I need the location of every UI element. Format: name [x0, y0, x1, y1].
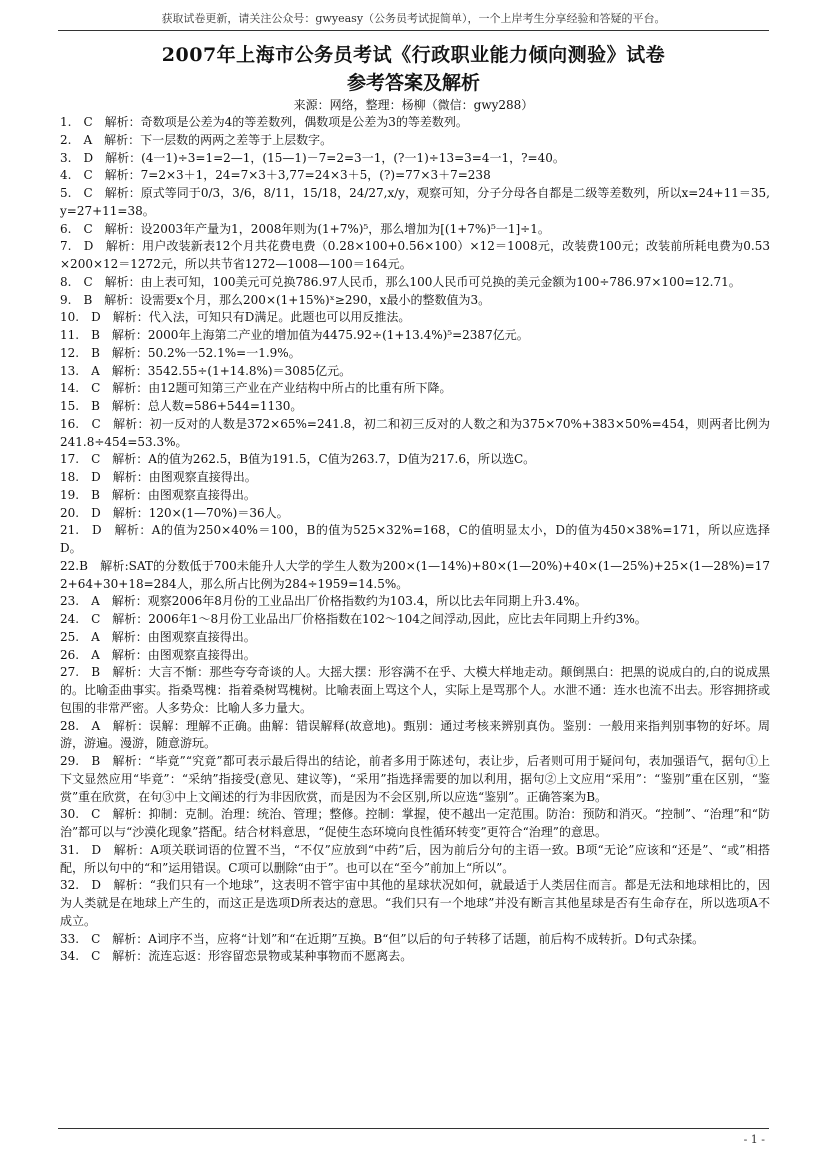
answer-item: 10. D 解析：代入法，可知只有D满足。此题也可以用反推法。	[60, 310, 411, 325]
answer-item: 20. D 解析：120×(1—70%)＝36人。	[60, 505, 289, 520]
answer-item: 28. A 解析：误解：理解不正确。曲解：错误解释(故意地)。甄别：通过考核来辨别真伪。鉴别：一般用来指判别事物的好坏。周游，游遍。漫游，随意游玩。	[60, 718, 770, 751]
answer-item: 9. B 解析：设需要x个月，那么200×(1+15%)ˣ≥290，x最小的整数值为3。	[60, 292, 491, 307]
answer-item: 2. A 解析：下一层数的两两之差等于上层数字。	[60, 132, 333, 147]
answer-item: 22.B 解析:SAT的分数低于700未能升人大学的学生人数为200×(1—14%)+80×(1—20%)+40×(1—25%)+25×(1—28%)=172+64+30+18=284人，那么所占比例为284÷1959=14.5%。	[60, 558, 770, 591]
document-title: 2007年上海市公务员考试《行政职业能力倾向测验》试卷	[161, 44, 666, 66]
document-subtitle: 参考答案及解析	[346, 72, 480, 94]
answer-item: 19. B 解析：由图观察直接得出。	[60, 487, 256, 502]
answer-item: 7. D 解析：用户改装新表12个月共花费电费（0.28×100+0.56×100）×12＝1008元，改装费100元；改装前所耗电费为0.53×200×12＝1272元，所以共节省1272—1008—100＝164元。	[60, 239, 770, 271]
answer-item: 4. C 解析：7=2×3＋1，24=7×3＋3,77=24×3＋5，(?)=77×3＋7=238	[60, 168, 491, 183]
answer-item: 23. A 解析：观察2006年8月份的工业品出厂价格指数约为103.4，所以比去年同期上升3.4%。	[60, 594, 587, 609]
answer-item: 15. B 解析：总人数=586+544=1130。	[60, 399, 303, 413]
page-number: - 1 -	[743, 1133, 765, 1146]
answer-item: 17. C 解析：A的值为262.5，B值为191.5，C值为263.7，D值为217.6，所以选C。	[60, 452, 536, 467]
answer-item: 18. D 解析：由图观察直接得出。	[60, 470, 257, 484]
answer-item: 34. C 解析：流连忘返：形容留恋景物或某种事物而不愿离去。	[60, 949, 413, 964]
answer-item: 8. C 解析：由上表可知，100美元可兑换786.97人民币，那么100人民币可兑换的美元金额为100÷786.97×100=12.71。	[60, 274, 741, 289]
answer-item: 30. C 解析：抑制：克制。治理：统治、管理；整修。控制：掌握，使不越出一定范围。防治：预防和消灭。“控制”、“治理”和“防治”都可以与“沙漠化现象”搭配。结合材料意思，“促使生态环境向良性循环转变”更符合“治理”的意思。	[60, 807, 770, 839]
answer-item: 13. A 解析：3542.55÷(1+14.8%)＝3085亿元。	[60, 363, 352, 378]
answer-item: 24. C 解析：2006年1～8月份工业品出厂价格指数在102～104之间浮动,因此，应比去年同期上升约3%。	[60, 612, 647, 626]
answer-item: 21. D 解析：A的值为250×40%＝100，B的值为525×32%=168，C的值明显太小，D的值为450×38%=171，所以应选择D。	[60, 523, 770, 555]
answer-item: 33. C 解析：A词序不当，应将“计划”和“在近期”互换。B“但”以后的句子转移了话题，前后构不成转折。D句式杂揉。	[60, 931, 705, 946]
header-divider	[58, 30, 769, 31]
answer-item: 29. B 解析：“毕竟”“究竟”都可表示最后得出的结论，前者多用于陈述句，表让步，后者则可用于疑问句，表加强语气，据句①上下文显然应用“毕竟”：“采纳”指接受(意见、建议等)，“采用”指选择需要的加以利用，据句②上文应用“采用”：“鉴别”重在区别，“鉴赏”重在欣赏，在句③中上文阐述的行为非因欣赏，而是因为不会区别,所以应选“鉴别”。正确答案为B。	[60, 754, 770, 804]
page-header-notice: 获取试卷更新，请关注公众号：gwyeasy（公务员考试捉简单），一个上岸考生分享经验和答疑的平台。	[161, 12, 666, 25]
answer-item: 3. D 解析：(4一1)÷3=1=2—1，(15—1)－7=2=3一1，(?一1)÷13=3=4一1，?=40。	[60, 150, 565, 165]
answer-item: 14. C 解析：由12题可知第三产业在产业结构中所占的比重有所下降。	[60, 381, 452, 396]
answer-item: 11. B 解析：2000年上海第二产业的增加值为4475.92÷(1+13.4%)⁵=2387亿元。	[60, 328, 529, 342]
footer-divider	[58, 1128, 769, 1129]
answer-item: 1. C 解析：奇数项是公差为4的等差数列，偶数项是公差为3的等差数列。	[60, 115, 468, 129]
answer-item: 26. A 解析：由图观察直接得出。	[60, 647, 256, 662]
source-line: 来源：网络，整理：杨柳（微信：gwy288）	[293, 98, 534, 112]
answer-item: 12. B 解析：50.2%一52.1%=一1.9%。	[60, 345, 301, 360]
answer-item: 25. A 解析：由图观察直接得出。	[60, 629, 256, 644]
answer-item: 5. C 解析：原式等同于0/3，3/6，8/11，15/18，24/27,x/y，观察可知，分子分母各自都是二级等差数列，所以x=24+11＝35,y=27+11=38。	[60, 186, 770, 218]
answer-item: 16. C 解析：初一反对的人数是372×65%=241.8，初二和初三反对的人数之和为375×70%+383×50%=454，则两者比例为241.8÷454=53.3%。	[60, 416, 770, 449]
answer-item: 27. B 解析：大言不惭：那些夸夸奇谈的人。大摇大摆：形容满不在乎、大模大样地走动。颠倒黑白：把黑的说成白的,白的说成黑的。比喻歪曲事实。指桑骂槐：指着桑树骂槐树。比喻表面上骂这个人，实际上是骂那个人。水泄不通：连水也流不出去。形容拥挤或包围的非常严密。人多势众：比喻人多力量大。	[60, 665, 770, 715]
answer-list	[60, 114, 770, 966]
answer-item: 6. C 解析：设2003年产量为1，2008年则为(1+7%)⁵，那么增加为[(1+7%)⁵一1]÷1。	[60, 221, 550, 236]
answer-item: 31. D 解析：A项关联词语的位置不当，“不仅”应放到“中药”后，因为前后分句的主语一致。B项“无论”应该和“还是”、“或”相搭配，所以句中的“和”运用错误。C项可以删除“由于”。也可以在“至今”前加上“所以”。	[60, 842, 770, 875]
answer-item: 32. D 解析：“我们只有一个地球”，这表明不管宇宙中其他的星球状况如何，就最适于人类居住而言。都是无法和地球相比的，因为人类就是在地球上产生的，而这正是选项D所表达的意思。“我们只有一个地球”并没有断言其他星球是否有生命存在，所以选项A不成立。	[60, 878, 770, 928]
